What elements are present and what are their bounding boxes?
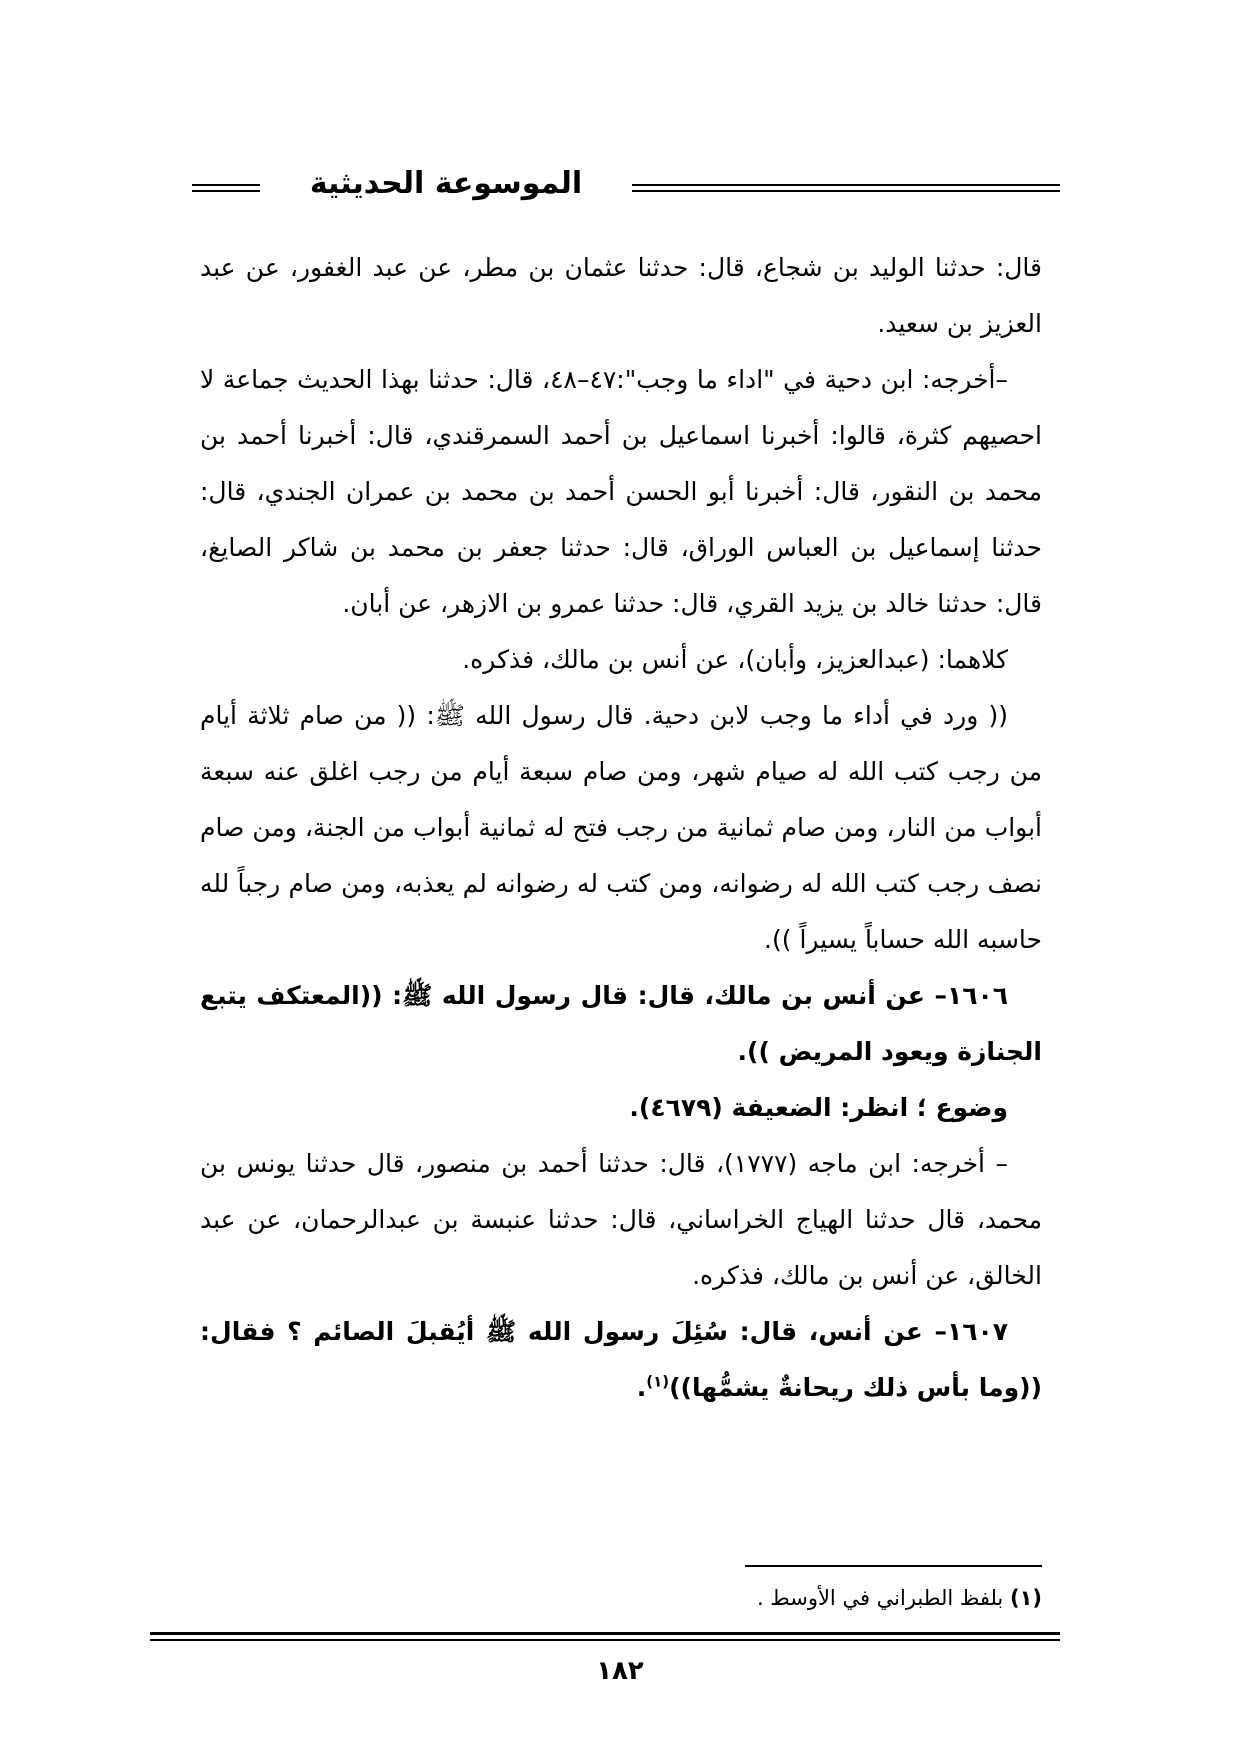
paragraph-both-narrators: كلاهما: (عبدالعزيز، وأبان)، عن أنس بن مالك، فذكره.: [462, 645, 1008, 674]
hadith-1607-text: ١٦٠٧– عن أنس، قال: سُئِلَ رسول الله ﷺ أيُقبلَ الصائم ؟ فقال: ((وما بأس ذلك ريحانةٌ يشمُّها)): [200, 1317, 1042, 1402]
header-title: الموسوعة الحديثية: [309, 166, 583, 201]
paragraph-takhrij-ibn-dihya: –أخرجه: ابن دحية في "اداء ما وجب":٤٧–٤٨، قال: حدثنا بهذا الحديث جماعة لا احصيهم كثرة، قالوا: أخبرنا اسماعيل بن أحمد السمرقندي، قال: أخبرنا أحمد بن محمد بن النقور، قال: أخبرنا أبو الحسن أحمد بن محمد بن عمران الجندي، قال: حدثنا إسماعيل بن العباس الوراق، قال: حدثنا جعفر بن محمد بن شاكر الصايغ، قال: حدثنا خالد بن يزيد القري، قال: حدثنا عمرو بن الازهر، عن أبان.: [200, 365, 1042, 618]
footer-rule: [150, 1632, 1060, 1641]
page-number: ١٨٢: [596, 1656, 644, 1686]
running-header: [150, 166, 1060, 212]
hadith-1606-grading: وضوع ؛ انظر: الضعيفة (٤٦٧٩).: [629, 1093, 1008, 1122]
footnote-marker: (١): [646, 1372, 670, 1391]
paragraph-rajab-text: (( ورد في أداء ما وجب لابن دحية. قال رسول الله ﷺ: (( من صام ثلاثة أيام من رجب كتب الله له صيام شهر، ومن صام سبعة أيام من رجب اغلق عنه سبعة أبواب من النار، ومن صام ثمانية من رجب فتح له ثمانية أبواب من الجنة، ومن صام نصف رجب كتب الله له رضوانه، ومن كتب له رضوانه لم يعذبه، ومن صام رجباً لله حاسبه الله حساباً يسيراً )).: [200, 701, 1042, 954]
footnote-separator: [745, 1565, 1042, 1567]
footnote: [560, 1582, 1042, 1614]
header-rule-left: [192, 184, 260, 192]
hadith-1607: ١٦٠٧– عن أنس، قال: سُئِلَ رسول الله ﷺ أيُقبلَ الصائم ؟ فقال: ((وما بأس ذلك ريحانةٌ يشمُّها))$^{(١)}$.: [200, 1317, 1042, 1402]
hadith-1606: ١٦٠٦– عن أنس بن مالك، قال: قال رسول الله ﷺ: ((المعتكف يتبع الجنازة ويعود المريض )).: [200, 981, 1042, 1066]
footnote-text: بلفظ الطبراني في الأوسط .: [756, 1586, 1004, 1610]
header-rule-right: [632, 184, 1060, 192]
paragraph-takhrij-ibn-majah: – أخرجه: ابن ماجه (١٧٧٧)، قال: حدثنا أحمد بن منصور، قال حدثنا يونس بن محمد، قال حدثنا الهياج الخراساني، قال: حدثنا عنبسة بن عبدالرحمان، عن عبد الخالق، عن أنس بن مالك، فذكره.: [200, 1149, 1042, 1290]
footnote-number: (١): [1009, 1586, 1042, 1610]
main-text: [200, 240, 1042, 1416]
paragraph-chain-end: قال: حدثنا الوليد بن شجاع، قال: حدثنا عثمان بن مطر، عن عبد الغفور، عن عبد العزيز بن سعيد.: [200, 253, 1042, 338]
